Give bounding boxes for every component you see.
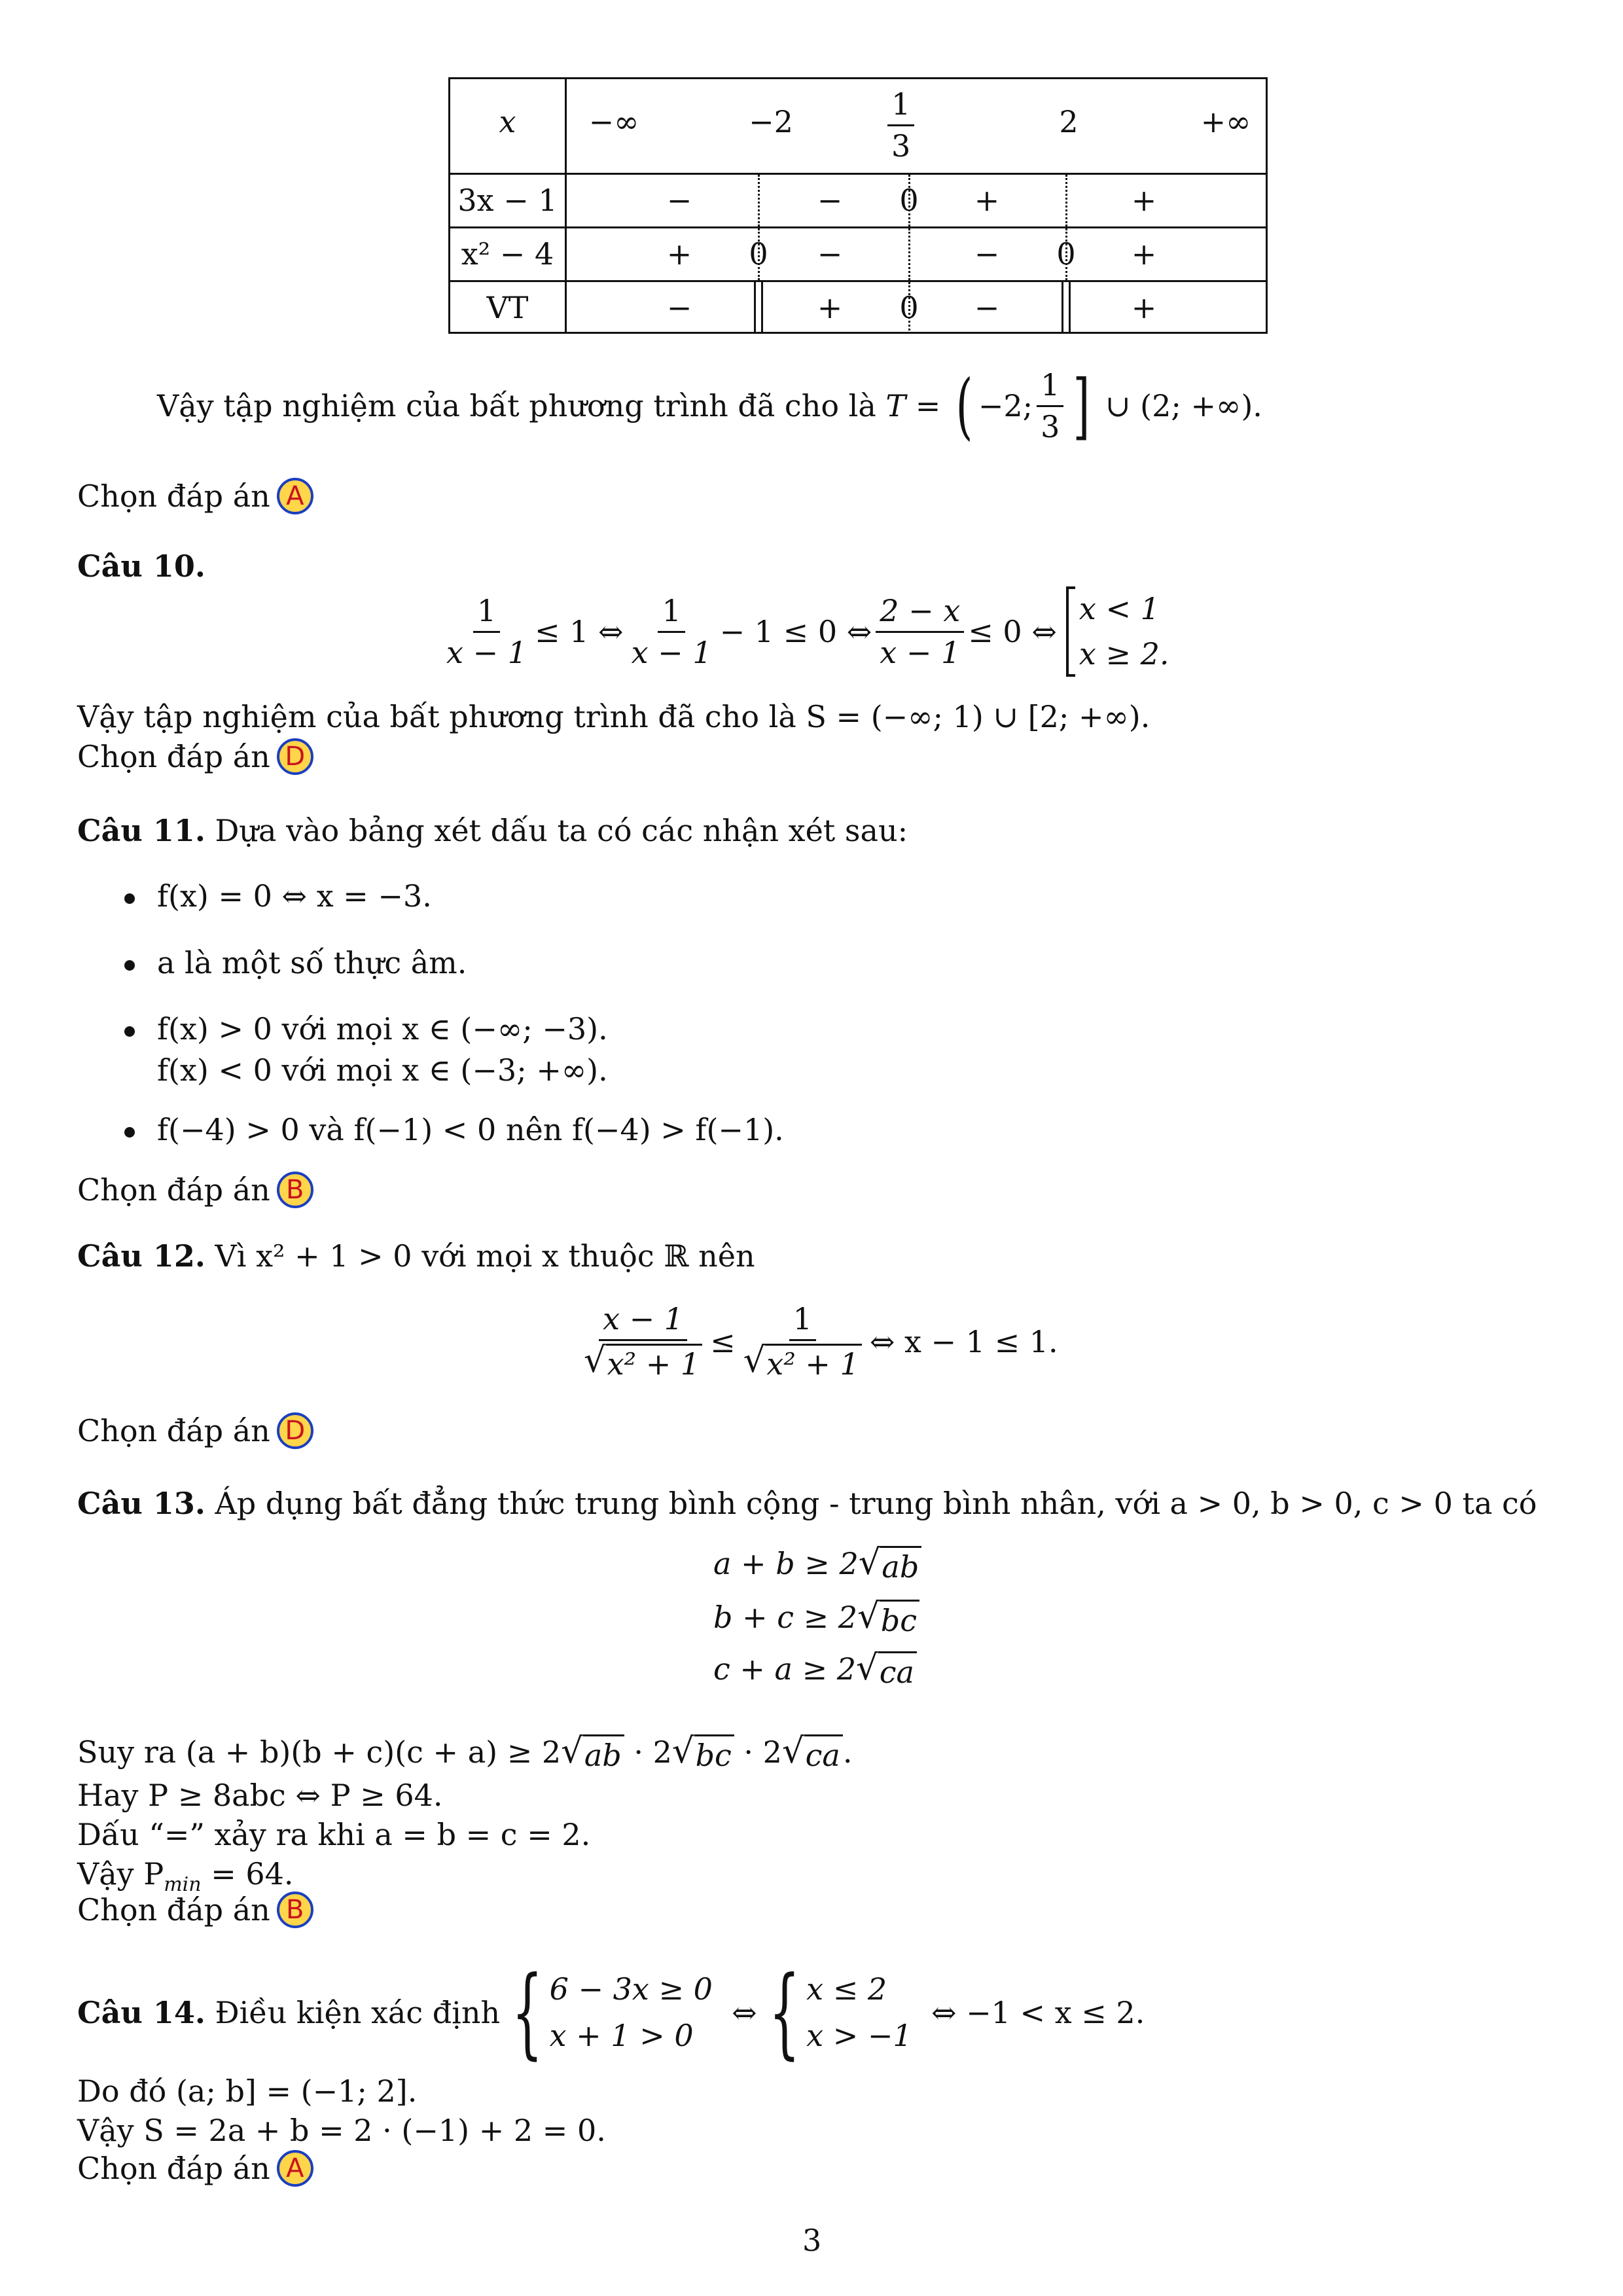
s13-line-4: Vậy $P_{min} = 64$. [77, 1856, 294, 1897]
s9-one-third: $\frac{1}{3}$ [1037, 368, 1063, 444]
cell-r2-2: 0 [749, 236, 768, 272]
answer-badge-s13: B [277, 1892, 313, 1928]
s11-heading: Câu 11. Dựa vào bảng xét dấu ta có các nhận xét sau: [77, 813, 908, 848]
s11-bullet-2: a là một số thực âm. [157, 945, 467, 980]
s11-bullet-3b: f(x) < 0 với mọi x ∈ (−3; +∞). [157, 1052, 608, 1088]
cell-r3-1: − [666, 290, 692, 325]
s14-line-1: Do đó (a; b] = (−1; 2]. [77, 2073, 418, 2109]
answer-badge-s11: B [277, 1172, 313, 1208]
s10-choose: Chọn đáp án D [77, 738, 313, 775]
cell-r2-6: + [1131, 236, 1157, 272]
s11-bullet-3a: f(x) > 0 với mọi x ∈ (−∞; −3). [157, 1011, 608, 1047]
table-header-neg2: −2 [749, 104, 793, 139]
cell-r2-5: 0 [1056, 236, 1076, 272]
cell-r3-2: + [817, 290, 843, 325]
answer-badge-s10: D [277, 738, 313, 775]
s9-choose: Chọn đáp án A [77, 478, 313, 514]
cell-r2-3: − [817, 236, 843, 272]
s14-heading: Câu 14. Điều kiện xác định { 6 − 3x ≥ 0 x + 1 > 0 ⇔ { x ≤ 2 x > −1 ⇔ −1 < x ≤ 2. [77, 1956, 1145, 2070]
s13-line-3: Dấu “=” xảy ra khi a = b = c = 2. [77, 1817, 591, 1852]
cell-r1-4: + [974, 183, 1000, 218]
s13-line-2: Hay P ≥ 8abc ⇔ P ≥ 64. [77, 1778, 443, 1813]
s13-ineq-1: a + b ≥ 2 √ ab [713, 1546, 921, 1585]
table-header-x: x [499, 104, 516, 139]
table-header-pos-inf: +∞ [1200, 104, 1251, 139]
s9-conclusion: Vậy tập nghiệm của bất phương trình đã cho là T = ( −2; $\frac{1}{3}$ ] ∪ (2; +∞). [157, 364, 1262, 448]
cell-r1-3: 0 [899, 183, 919, 218]
s14-line-2: Vậy S = 2a + b = 2 · (−1) + 2 = 0. [77, 2113, 606, 2148]
cell-r3-4: − [974, 290, 1000, 325]
sign-table [448, 77, 1268, 334]
row-label-3x-1: 3x − 1 [457, 183, 558, 218]
cell-r3-3: 0 [899, 290, 919, 325]
table-header-2: 2 [1059, 104, 1079, 139]
cell-r1-2: − [817, 183, 843, 218]
s11-choose: Chọn đáp án B [77, 1172, 313, 1208]
cell-r2-1: + [666, 236, 692, 272]
row-label-vt: VT [486, 290, 529, 325]
s10-equation: $\frac{1}{x - 1}$ ≤ 1 ⇔ $\frac{1}{x - 1}$ − 1 ≤ 0 ⇔ $\frac{2 - x}{x - 1}$ ≤ 0 ⇔ x < 1 x ≥ 2. [438, 583, 1169, 681]
row-label-x2-4: x² − 4 [461, 236, 554, 272]
s12-equation: x − 1 √ x² + 1 ≤ 1 √ x² + 1 ⇔ x − 1 ≤ 1. [584, 1301, 1058, 1382]
s11-bullet-4: f(−4) > 0 và f(−1) < 0 nên f(−4) > f(−1). [157, 1112, 784, 1147]
table-header-neg-inf: −∞ [588, 104, 639, 139]
s13-choose: Chọn đáp án B [77, 1892, 313, 1928]
answer-badge-s14: A [277, 2150, 313, 2187]
page-number: 3 [802, 2223, 822, 2258]
s13-line-1: Suy ra (a + b)(b + c)(c + a) ≥ 2 √ ab · 2 √ bc · 2 √ ca . [77, 1731, 853, 1773]
s14-choose: Chọn đáp án A [77, 2150, 313, 2187]
s10-conclusion: Vậy tập nghiệm của bất phương trình đã cho là S = (−∞; 1) ∪ [2; +∞). [77, 699, 1150, 734]
cell-r1-5: + [1131, 183, 1157, 218]
cell-r3-5: + [1131, 290, 1157, 325]
answer-badge-s9: A [277, 478, 313, 514]
s12-choose: Chọn đáp án D [77, 1412, 313, 1449]
s11-bullet-1: f(x) = 0 ⇔ x = −3. [157, 878, 432, 914]
cell-r2-4: − [974, 236, 1000, 272]
s13-ineq-3: c + a ≥ 2 √ ca [713, 1651, 917, 1690]
s10-title: Câu 10. [77, 548, 205, 584]
s13-ineq-2: b + c ≥ 2 √ bc [713, 1600, 919, 1638]
s13-heading: Câu 13. Áp dụng bất đẳng thức trung bình cộng - trung bình nhân, với a > 0, b > 0, c > 0 ta có [77, 1486, 1537, 1521]
cell-r1-1: − [666, 183, 692, 218]
table-header-one-third: $\frac{1}{3}$ [887, 87, 914, 164]
answer-badge-s12: D [277, 1412, 313, 1449]
s12-heading: Câu 12. Vì x² + 1 > 0 với mọi x thuộc ℝ nên [77, 1238, 755, 1274]
